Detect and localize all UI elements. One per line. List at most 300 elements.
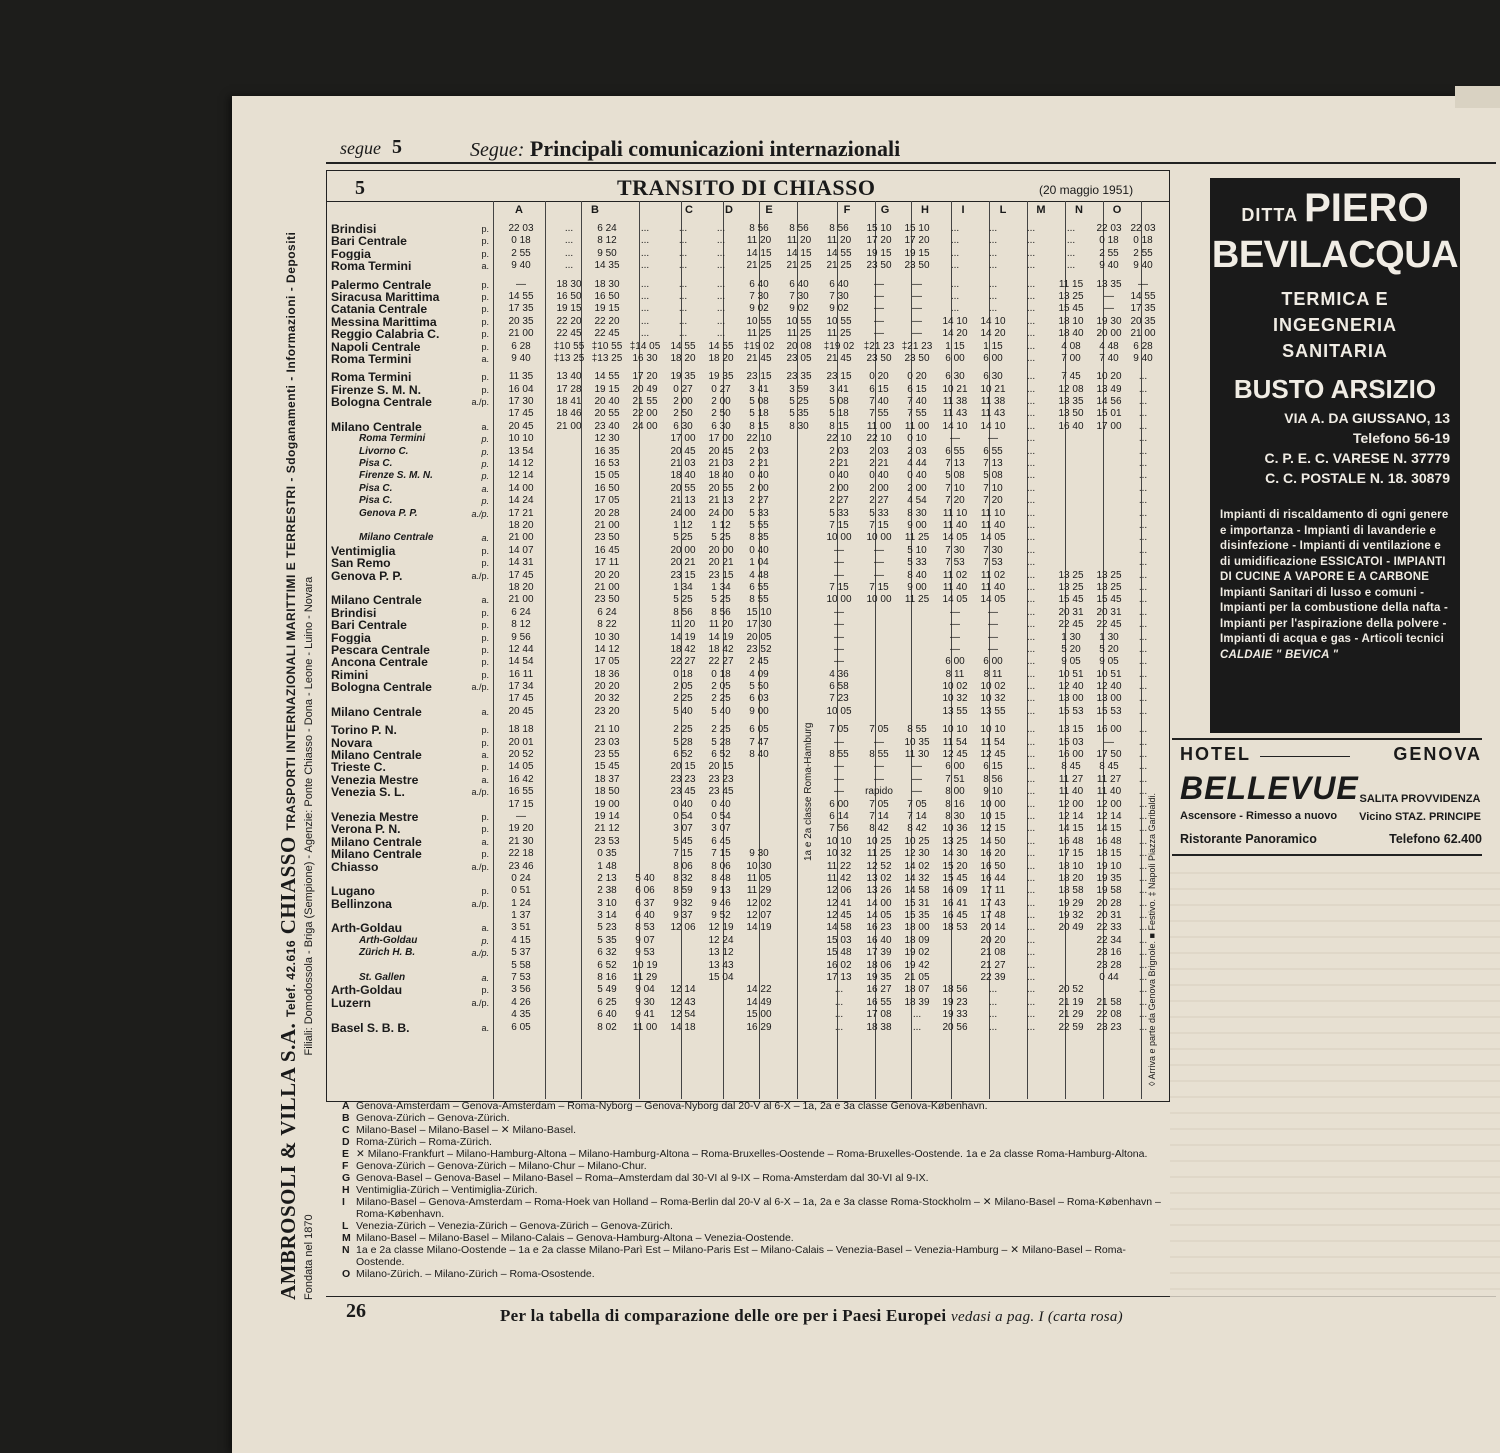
time-cell: 5 18 (749, 408, 769, 420)
timetable-row (499, 291, 1165, 303)
station-name: Rimini (331, 668, 369, 682)
station-row (331, 644, 489, 656)
station-row (331, 848, 489, 860)
footer-note-suffix: vedasi a pag. I (carta rosa) (950, 1309, 1123, 1325)
time-cell: 16 30 (632, 352, 658, 364)
time-cell: ... (1138, 860, 1148, 872)
time-grid (499, 223, 1165, 1034)
time-cell: 7 13 (983, 458, 1003, 470)
station-suffix: p. (481, 446, 489, 457)
time-cell: 21 58 (1096, 996, 1122, 1008)
time-cell: 7 30 (789, 290, 809, 302)
time-cell: 7 14 (869, 810, 889, 822)
time-cell: 8 11 (945, 668, 965, 680)
time-cell: 23 16 (1096, 947, 1122, 959)
time-cell: 22 59 (1058, 1021, 1084, 1033)
time-cell: 16 50 (980, 860, 1006, 872)
time-cell: — (834, 557, 844, 569)
time-cell: 17 39 (866, 947, 892, 959)
station-suffix: p. (481, 824, 489, 835)
station-row (331, 774, 489, 786)
time-cell: 7 15 (829, 519, 849, 531)
time-cell: 16 04 (508, 383, 534, 395)
hotel-ristorante: Ristorante Panoramico (1180, 832, 1317, 846)
time-cell: 9 32 (673, 897, 693, 909)
station-name: Reggio Calabria C. (331, 328, 440, 341)
time-cell: 12 14 (670, 984, 696, 996)
hotel-address-1: SALITA PROVVIDENZA (1359, 793, 1481, 805)
time-cell: 9 10 (983, 786, 1003, 798)
legend-item (342, 1244, 1162, 1268)
time-cell: 15 04 (708, 972, 734, 984)
time-cell: 0 40 (907, 470, 927, 482)
time-cell: — (834, 786, 844, 798)
time-cell: 21 27 (980, 959, 1006, 971)
time-cell: ... (640, 223, 650, 234)
time-cell: — (874, 761, 884, 773)
time-cell: ... (716, 290, 726, 302)
time-cell: 18 30 (594, 278, 620, 290)
time-cell: ... (1026, 495, 1036, 507)
timetable-row (499, 371, 1165, 383)
time-cell: 17 35 (1130, 303, 1156, 315)
time-cell: 8 16 (597, 972, 617, 984)
time-cell: 14 35 (594, 260, 620, 272)
time-cell: 7 20 (945, 495, 965, 507)
time-cell: ... (1026, 705, 1036, 717)
time-cell: 12 30 (594, 433, 620, 445)
time-cell: 17 20 (904, 235, 930, 247)
ad-phone: Telefono 56-19 (1353, 430, 1450, 446)
time-cell: 6 32 (597, 947, 617, 959)
time-cell: 21 08 (980, 947, 1006, 959)
timetable-row (499, 984, 1165, 996)
time-cell: 17 35 (508, 303, 534, 315)
time-cell: 8 00 (945, 786, 965, 798)
time-cell: ... (716, 303, 726, 315)
time-cell: 2 00 (673, 396, 693, 408)
station-suffix: p. (481, 372, 489, 383)
station-suffix: p. (481, 304, 489, 315)
time-cell: 11 38 (942, 396, 968, 408)
time-cell: 3 56 (511, 984, 531, 996)
time-cell: 19 15 (594, 383, 620, 395)
legend-key: C (342, 1124, 350, 1136)
time-cell: ... (1026, 872, 1036, 884)
station-row (331, 607, 489, 619)
time-cell: ... (834, 1009, 844, 1021)
time-cell: 4 36 (829, 668, 849, 680)
time-cell: ... (1026, 569, 1036, 581)
time-cell: 9 37 (673, 910, 693, 922)
station-name: Pisa C. (359, 495, 393, 507)
time-cell: 23 23 (1096, 1021, 1122, 1033)
station-name: Arth-Goldau (331, 984, 403, 997)
time-cell: ... (1026, 786, 1036, 798)
time-cell: 10 10 (508, 433, 534, 445)
timetable-row (499, 303, 1165, 315)
station-row (331, 470, 489, 482)
timetable-row (499, 761, 1165, 773)
timetable-row (499, 532, 1165, 544)
station-row (331, 545, 489, 557)
timetable-date: (20 maggio 1951) (1039, 183, 1134, 197)
time-cell: 14 19 (670, 631, 696, 643)
time-cell: 11 54 (942, 736, 968, 748)
time-cell: 14 31 (508, 557, 534, 569)
station-suffix: a. (481, 750, 489, 761)
time-cell: 9 53 (635, 947, 655, 959)
station-row (331, 823, 489, 835)
time-cell: 20 20 (594, 569, 620, 581)
time-cell: 7 20 (983, 495, 1003, 507)
legend-item (342, 1160, 1162, 1172)
station-row (331, 811, 489, 823)
time-cell: — (874, 290, 884, 302)
station-name: Brindisi (331, 606, 377, 620)
timetable-row (499, 960, 1165, 972)
time-cell: ... (1026, 631, 1036, 643)
time-cell: ... (1138, 749, 1148, 761)
time-cell: 8 55 (907, 724, 927, 736)
time-cell: 10 21 (942, 383, 968, 395)
time-cell: ... (1026, 260, 1036, 272)
time-cell: ... (564, 223, 574, 234)
time-cell: 6 00 (945, 656, 965, 668)
time-cell: ... (1138, 544, 1148, 556)
time-cell: ... (1138, 823, 1148, 835)
time-cell: ... (640, 315, 650, 327)
time-cell: 5 08 (829, 396, 849, 408)
station-name: Lugano (331, 885, 376, 898)
station-suffix: a. (481, 1022, 489, 1033)
time-cell: 6 06 (635, 885, 655, 897)
time-cell: 11 25 (786, 328, 812, 340)
timetable-row (499, 861, 1165, 873)
time-cell: 6 40 (635, 910, 655, 922)
ad-caldaie: CALDAIE " BEVICA " (1220, 648, 1339, 661)
timetable-row (499, 508, 1165, 520)
time-cell: 6 40 (789, 278, 809, 290)
time-cell: 2 50 (711, 408, 731, 420)
time-cell: 22 45 (1058, 619, 1084, 631)
time-cell: 11 00 (632, 1021, 658, 1033)
time-cell: ... (1026, 482, 1036, 494)
time-cell: ... (1026, 922, 1036, 934)
time-cell: 20 05 (746, 631, 772, 643)
time-cell: 12 45 (980, 749, 1006, 761)
time-cell: 8 56 (983, 773, 1003, 785)
time-cell: 7 40 (869, 396, 889, 408)
time-cell: 13 25 (1058, 290, 1084, 302)
station-name: Pisa C. (359, 482, 393, 494)
time-cell: 15 45 (1058, 594, 1084, 606)
time-cell: ‡19 02 (743, 340, 775, 352)
time-cell: 2 25 (673, 724, 693, 736)
bleed-through-area (1170, 858, 1500, 1298)
time-cell: — (950, 606, 960, 618)
time-cell: 10 10 (942, 724, 968, 736)
time-cell: 5 28 (673, 736, 693, 748)
time-cell: 23 55 (594, 749, 620, 761)
timetable-row (499, 421, 1165, 433)
time-cell: 12 06 (670, 922, 696, 934)
time-cell: 21 00 (508, 532, 534, 544)
timetable-row (499, 836, 1165, 848)
time-cell: 22 33 (1096, 922, 1122, 934)
time-cell: 6 52 (711, 749, 731, 761)
legend-key: F (342, 1160, 349, 1172)
time-cell: 24 00 (708, 507, 734, 519)
time-cell: 22 18 (508, 848, 534, 860)
time-cell: ... (678, 247, 688, 259)
ad-trade-1: TERMICA E (1281, 289, 1389, 309)
time-cell: 8 16 (945, 798, 965, 810)
title-prefix: Segue: (470, 139, 525, 161)
time-cell: 15 45 (1096, 594, 1122, 606)
time-cell: 0 18 (511, 235, 531, 247)
time-cell: ... (988, 278, 998, 290)
time-cell: ... (1138, 872, 1148, 884)
time-cell: — (950, 631, 960, 643)
time-cell: 0 20 (907, 371, 927, 383)
time-cell: 2 03 (749, 445, 769, 457)
time-cell: ... (1026, 885, 1036, 897)
time-cell: 14 05 (942, 532, 968, 544)
time-cell: 0 40 (749, 470, 769, 482)
time-cell: 20 00 (708, 544, 734, 556)
time-cell: 18 40 (708, 470, 734, 482)
time-cell: ... (1138, 897, 1148, 909)
time-cell: 20 31 (1096, 606, 1122, 618)
time-cell: 21 13 (708, 495, 734, 507)
station-name: Milano Centrale (331, 835, 422, 849)
time-cell: 6 24 (597, 223, 617, 234)
time-cell: ... (564, 235, 574, 247)
time-cell: 9 04 (635, 984, 655, 996)
advert-hotel (1180, 742, 1482, 852)
time-cell: 10 30 (594, 631, 620, 643)
time-cell: 9 40 (1099, 260, 1119, 272)
time-cell: 2 27 (869, 495, 889, 507)
time-cell: 20 45 (670, 445, 696, 457)
time-cell: 12 54 (670, 1009, 696, 1021)
station-row (331, 972, 489, 984)
page-edge (1455, 86, 1500, 108)
time-cell: 18 46 (556, 408, 582, 420)
side-ad-founded: Fondata nel 1870 (303, 1214, 315, 1300)
station-row (331, 508, 489, 520)
time-cell: 19 23 (942, 996, 968, 1008)
time-cell: 13 50 (1058, 408, 1084, 420)
time-cell: 20 55 (670, 482, 696, 494)
time-cell: 23 50 (594, 594, 620, 606)
time-cell: 8 55 (829, 749, 849, 761)
time-cell: 7 30 (749, 290, 769, 302)
time-cell: ... (1138, 922, 1148, 934)
title-text: Principali comunicazioni internazionali (529, 136, 901, 161)
time-cell: 23 20 (594, 705, 620, 717)
time-cell: 8 30 (907, 507, 927, 519)
time-cell: 2 05 (711, 681, 731, 693)
time-cell: 23 50 (904, 352, 930, 364)
time-cell: 5 25 (711, 594, 731, 606)
time-cell: 11 42 (826, 872, 852, 884)
time-cell: 13 43 (708, 959, 734, 971)
time-cell: ... (1138, 848, 1148, 860)
station-name: Catania Centrale (331, 303, 428, 316)
time-cell: 18 06 (866, 959, 892, 971)
timetable-row (499, 706, 1165, 718)
time-cell: 5 33 (907, 557, 927, 569)
time-cell: 20 49 (632, 383, 658, 395)
time-cell: 10 10 (980, 724, 1006, 736)
station-row (331, 279, 489, 291)
time-cell: ... (1026, 860, 1036, 872)
time-cell: 18 37 (594, 773, 620, 785)
station-suffix: p. (481, 849, 489, 860)
time-cell: ... (1026, 984, 1036, 996)
station-row (331, 681, 489, 693)
station-suffix: p. (481, 316, 489, 327)
time-cell: ... (1138, 668, 1148, 680)
timetable-row (499, 483, 1165, 495)
time-cell: 20 49 (1058, 922, 1084, 934)
time-cell: ... (678, 260, 688, 272)
time-cell: 14 15 (1096, 823, 1122, 835)
time-cell: ... (988, 984, 998, 996)
station-row (331, 656, 489, 668)
time-cell: 20 28 (594, 507, 620, 519)
timetable-column-headers (327, 201, 1169, 224)
time-cell: ‡13 25 (553, 352, 585, 364)
station-row (331, 594, 489, 606)
time-cell: 11 25 (746, 328, 772, 340)
time-cell: 12 02 (746, 897, 772, 909)
time-cell: 19 00 (594, 798, 620, 810)
time-cell: 11 22 (826, 860, 852, 872)
time-cell: 15 10 (904, 223, 930, 234)
time-cell: 19 30 (1096, 315, 1122, 327)
time-cell: — (1104, 736, 1114, 748)
legend-text: Roma-Zürich – Roma-Zürich. (356, 1136, 492, 1148)
time-cell: 6 30 (711, 420, 731, 432)
time-cell: 11 10 (980, 507, 1006, 519)
legend-item (342, 1196, 1162, 1220)
timetable-row (499, 235, 1165, 247)
time-cell: 22 39 (980, 972, 1006, 984)
station-suffix: a./p. (471, 861, 489, 872)
time-cell: 14 10 (980, 315, 1006, 327)
station-suffix: p. (481, 607, 489, 618)
time-cell: ... (1138, 705, 1148, 717)
station-name: Roma Termini (331, 352, 412, 366)
column-header-b: B (591, 204, 599, 216)
time-cell: 18 07 (904, 984, 930, 996)
time-cell: ... (640, 303, 650, 315)
time-cell: 21 25 (746, 260, 772, 272)
time-cell: ... (678, 235, 688, 247)
time-cell: 23 40 (594, 420, 620, 432)
station-row (331, 495, 489, 507)
time-cell: 15 45 (594, 761, 620, 773)
time-cell: 8 56 (673, 606, 693, 618)
time-cell: 18 50 (594, 786, 620, 798)
time-cell: 22 03 (1130, 223, 1156, 234)
time-cell: 2 38 (597, 885, 617, 897)
time-cell: 6 28 (511, 340, 531, 352)
station-name: Firenze S. M. N. (331, 383, 422, 397)
hotel-address (1358, 790, 1482, 826)
legend-key: I (342, 1196, 345, 1208)
time-cell: 1 12 (711, 519, 731, 531)
time-cell: 6 40 (749, 278, 769, 290)
time-cell: 14 19 (746, 922, 772, 934)
legend-key: H (342, 1184, 350, 1196)
time-cell: ... (988, 290, 998, 302)
time-cell: 23 05 (786, 352, 812, 364)
time-cell: 8 40 (907, 569, 927, 581)
station-name: San Remo (331, 557, 391, 570)
time-cell: 0 27 (673, 383, 693, 395)
station-row (331, 885, 489, 897)
time-cell: 4 35 (511, 1009, 531, 1021)
time-cell: ‡14 05 (629, 340, 661, 352)
time-cell: 6 24 (597, 606, 617, 618)
station-row (331, 384, 489, 396)
time-cell: 8 45 (1061, 761, 1081, 773)
timetable-row (499, 774, 1165, 786)
time-cell: ... (1138, 495, 1148, 507)
time-cell: 15 03 (826, 934, 852, 946)
column-header-l: L (999, 204, 1007, 216)
time-cell: — (834, 643, 844, 655)
time-cell: 7 00 (1061, 352, 1081, 364)
time-cell: ... (1026, 959, 1036, 971)
station-suffix: a./p. (471, 787, 489, 798)
section-number: 5 (392, 136, 402, 158)
time-cell: 19 35 (1096, 872, 1122, 884)
time-cell: ... (1138, 433, 1148, 445)
time-cell: — (950, 433, 960, 445)
time-cell: 21 05 (904, 972, 930, 984)
time-cell: 5 33 (869, 507, 889, 519)
time-cell: 15 20 (942, 860, 968, 872)
time-cell: 17 30 (746, 619, 772, 631)
time-cell: 7 15 (829, 581, 849, 593)
time-cell: 4 09 (749, 668, 769, 680)
time-cell: 9 05 (1099, 656, 1119, 668)
ad-ditta-line (1210, 186, 1460, 231)
hotel-ascensore: Ascensore - Rimesso a nuovo (1180, 810, 1338, 822)
time-cell: 18 36 (594, 668, 620, 680)
time-cell: 17 45 (508, 693, 534, 705)
time-cell: 10 51 (1058, 668, 1084, 680)
time-cell: ... (1026, 736, 1036, 748)
time-cell: ... (1066, 223, 1076, 234)
station-suffix: p. (481, 279, 489, 290)
time-cell: 6 30 (673, 420, 693, 432)
ad-first-name: PIERO (1304, 186, 1429, 230)
time-cell: 18 20 (708, 352, 734, 364)
legend-key: L (342, 1220, 349, 1232)
time-cell: — (834, 631, 844, 643)
station-row (331, 433, 489, 445)
station-row (331, 669, 489, 681)
time-cell: ... (1026, 315, 1036, 327)
time-cell: ... (1026, 303, 1036, 315)
time-cell: 19 15 (594, 303, 620, 315)
